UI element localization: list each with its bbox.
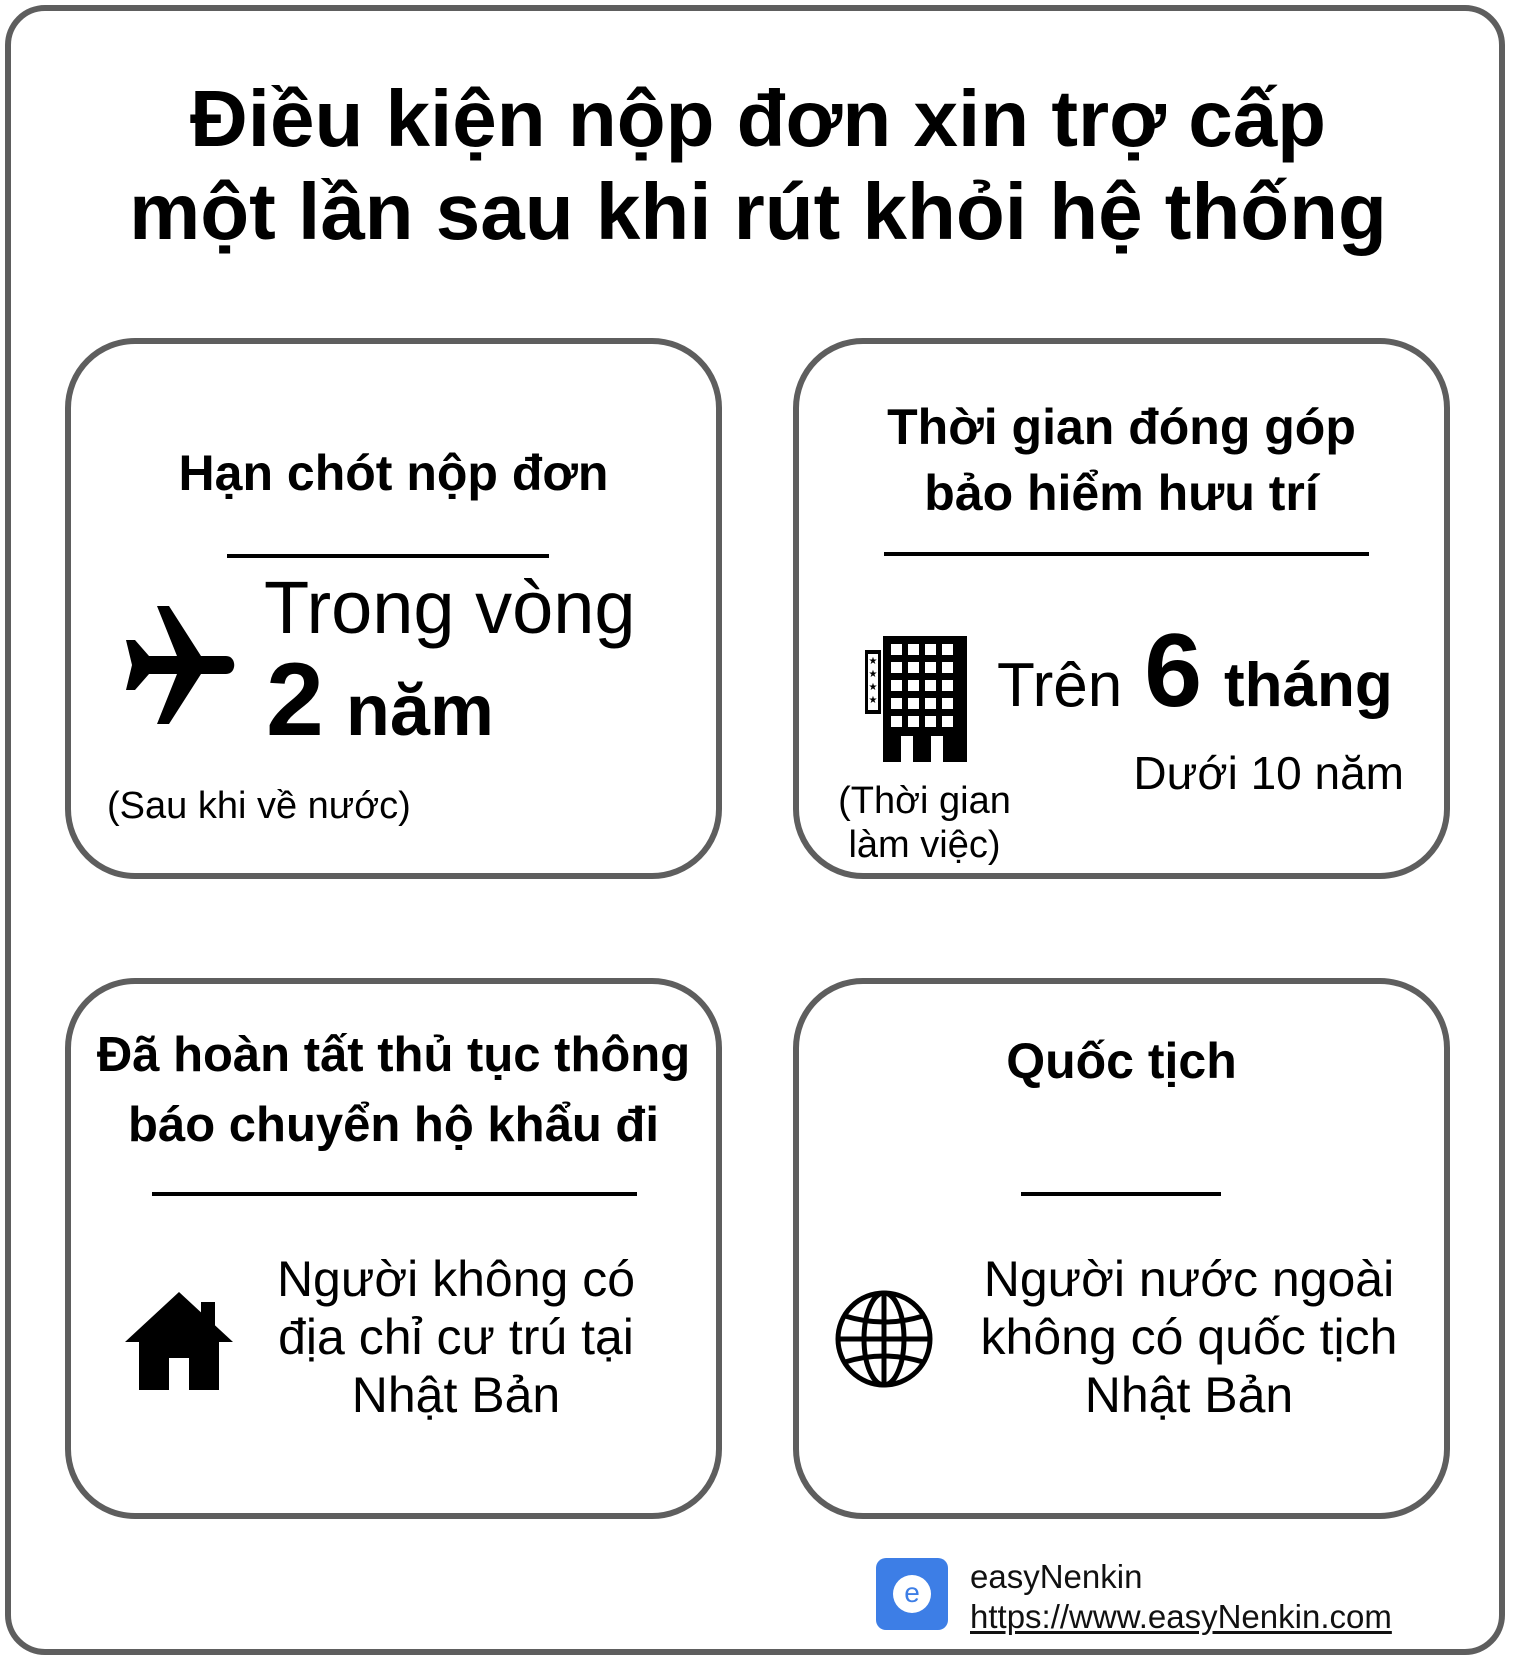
deadline-note: (Sau khi về nước) [107,785,411,827]
globe-icon [833,1288,935,1390]
easynenkin-logo-icon [876,1558,948,1630]
brand-name: easyNenkin [970,1558,1143,1595]
building-icon [865,636,969,762]
deadline-card-title: Hạn chót nộp đơn [178,445,609,501]
residence-body-line1: Người không có [276,1251,636,1307]
nationality-divider [1021,1192,1221,1196]
nationality-body [959,1250,1419,1424]
house-icon [125,1290,233,1392]
period-prefix: Trên [997,651,1123,720]
deadline-divider [227,554,549,558]
page-title-line1: Điều kiện nộp đơn xin trợ cấp [189,74,1327,163]
svg-text:★: ★ [868,656,878,667]
airplane-icon [113,602,241,730]
residence-divider [152,1192,637,1196]
period-divider [884,552,1369,556]
period-card [793,338,1450,879]
residence-card [65,978,722,1519]
period-note [817,779,1032,867]
period-number: 6 [1144,613,1203,729]
nationality-card-title: Quốc tịch [1006,1033,1237,1089]
deadline-number: 2 [266,642,324,758]
period-note-line1: (Thời gian [838,780,1011,822]
period-title-line2: bảo hiểm hưu trí [924,465,1319,521]
deadline-prefix: Trong vòng [264,566,636,649]
brand-url-link[interactable]: https://www.easyNenkin.com [970,1598,1392,1635]
period-note-line2: làm việc) [848,824,1001,866]
deadline-card [65,338,722,879]
period-title-line1: Thời gian đóng góp [887,399,1356,455]
period-card-title [799,394,1444,526]
residence-card-title [71,1020,716,1160]
nationality-body-line2: không có quốc tịch [980,1309,1398,1365]
nationality-card [793,978,1450,1519]
page-title [0,72,1516,258]
nationality-body-line3: Nhật Bản [1084,1367,1294,1423]
page-title-line2: một lần sau khi rút khỏi hệ thống [129,167,1387,256]
svg-text:★: ★ [868,669,878,680]
residence-title-line2: báo chuyển hộ khẩu đi [128,1098,659,1152]
residence-body-line3: Nhật Bản [351,1367,561,1423]
svg-text:★: ★ [868,695,878,706]
residence-body-line2: địa chỉ cư trú tại [278,1309,634,1365]
period-value [997,613,1393,729]
deadline-unit: năm [345,671,494,751]
residence-body [256,1250,656,1424]
deadline-value [266,642,494,758]
logo-letter: e [893,1575,931,1613]
nationality-body-line1: Người nước ngoài [983,1251,1395,1307]
residence-title-line1: Đã hoàn tất thủ tục thông [96,1028,691,1082]
period-unit: tháng [1224,651,1393,720]
period-sub: Dưới 10 năm [1133,747,1404,799]
svg-text:★: ★ [868,682,878,693]
